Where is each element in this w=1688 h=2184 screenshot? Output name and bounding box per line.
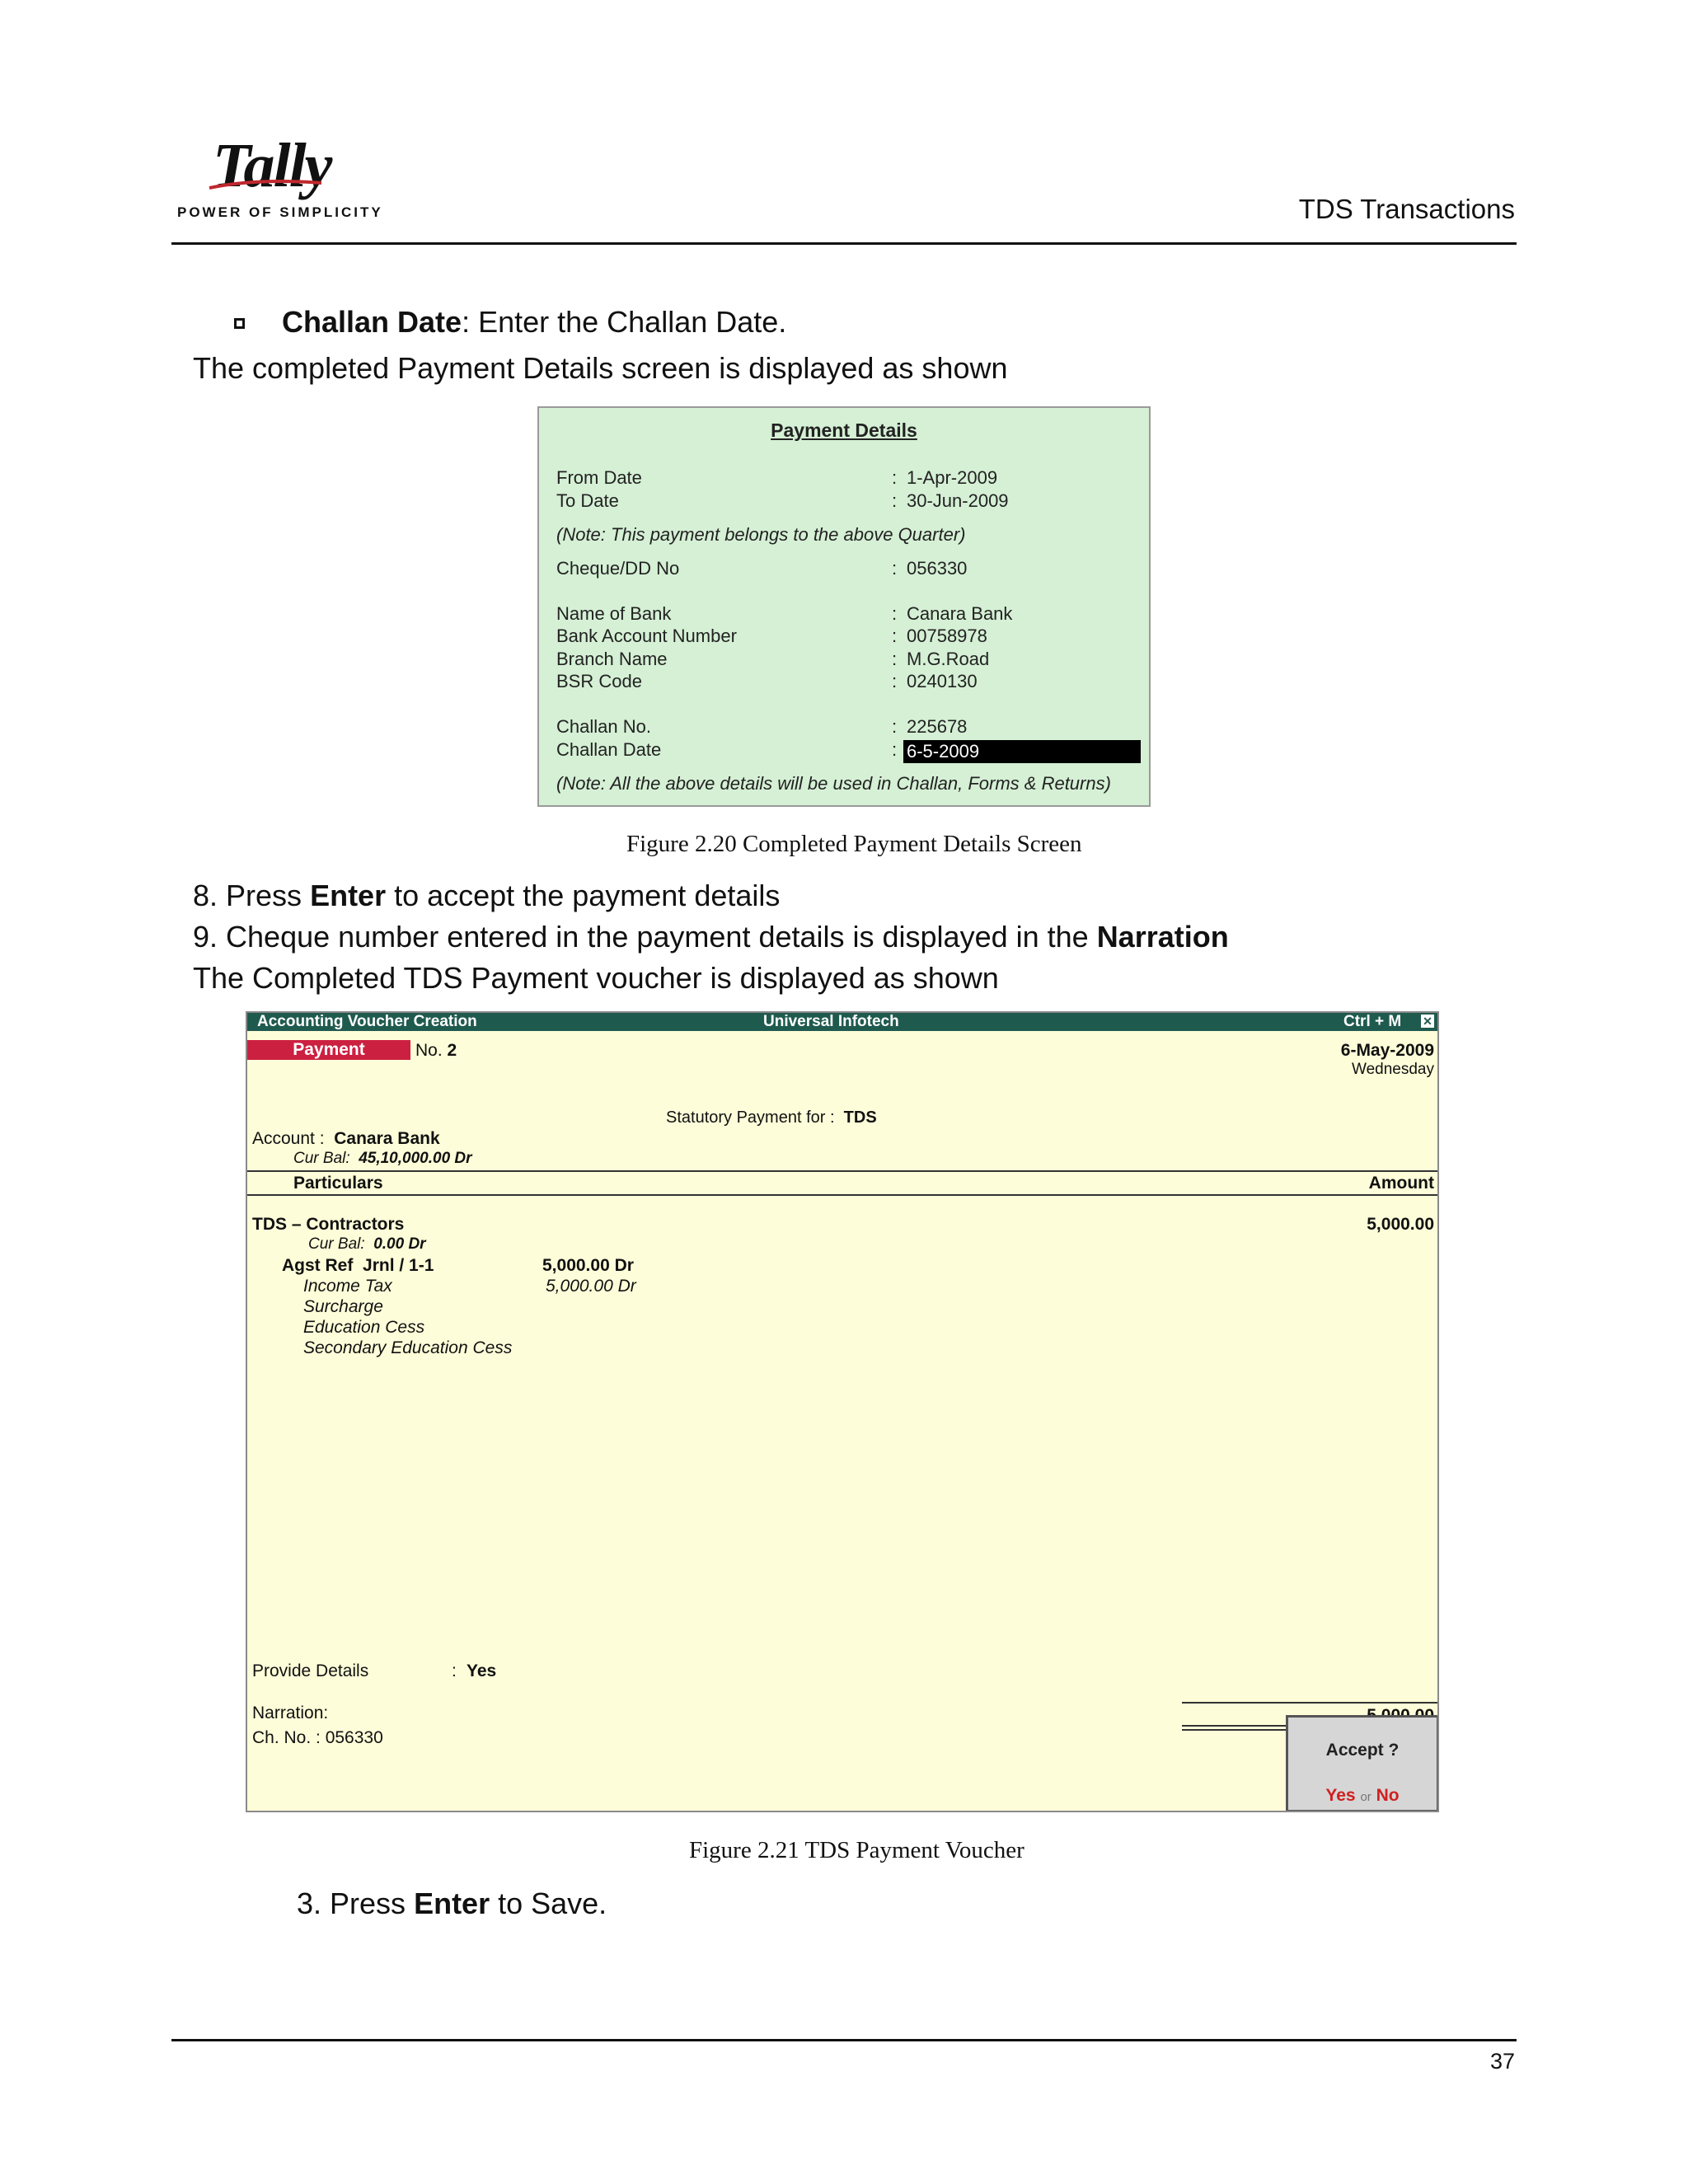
cur-bal-label: Cur Bal: xyxy=(293,1150,350,1167)
voucher-day: Wednesday xyxy=(1352,1061,1434,1078)
step-3-pre: 3. Press xyxy=(297,1886,415,1920)
branch-value[interactable]: M.G.Road xyxy=(907,649,990,669)
bsr-value[interactable]: 0240130 xyxy=(907,671,978,691)
quarter-note: (Note: This payment belongs to the above Quarter) xyxy=(556,524,966,545)
ledger-name[interactable]: TDS – Contractors xyxy=(252,1215,405,1234)
voucher-date[interactable]: 6-May-2009 xyxy=(1340,1041,1434,1060)
education-cess-label: Education Cess xyxy=(303,1318,425,1337)
income-tax-label: Income Tax xyxy=(303,1277,392,1296)
footer-rule xyxy=(171,2039,1517,2041)
step-9 xyxy=(193,920,1229,954)
to-date-value[interactable]: 30-Jun-2009 xyxy=(907,490,1009,511)
colon: : xyxy=(892,671,898,691)
logo-tagline: POWER OF SIMPLICITY xyxy=(177,204,383,220)
accept-or: or xyxy=(1360,1790,1372,1804)
colon: : xyxy=(892,716,898,737)
account-number-value[interactable]: 00758978 xyxy=(907,626,987,646)
step-8 xyxy=(193,879,780,913)
narration-text[interactable]: Ch. No. : 056330 xyxy=(252,1728,383,1747)
column-header-bottom-rule xyxy=(247,1194,1437,1196)
statutory-payment xyxy=(666,1108,877,1127)
income-tax-amount: 5,000.00 Dr xyxy=(546,1277,636,1296)
statutory-label: Statutory Payment for : xyxy=(666,1108,835,1127)
step-3-post: to Save. xyxy=(490,1886,607,1920)
colon: : xyxy=(892,490,898,511)
from-date-label: From Date xyxy=(556,467,642,488)
page-number: 37 xyxy=(1489,2049,1515,2074)
accept-dialog xyxy=(1286,1715,1439,1812)
voucher-no-value: 2 xyxy=(447,1041,457,1060)
account-value[interactable]: Canara Bank xyxy=(334,1129,440,1148)
ledger-amount[interactable]: 5,000.00 xyxy=(1367,1215,1434,1234)
cur-bal-value: 45,10,000.00 Dr xyxy=(359,1150,472,1167)
bullet-square-icon xyxy=(234,318,245,329)
secondary-education-cess-label: Secondary Education Cess xyxy=(303,1338,513,1357)
agst-ref-value: Jrnl / 1-1 xyxy=(363,1256,434,1275)
surcharge-label: Surcharge xyxy=(303,1297,383,1316)
total-top-rule xyxy=(1182,1702,1439,1704)
voucher-no xyxy=(415,1041,457,1061)
colon: : xyxy=(892,603,898,624)
tds-payment-voucher-window xyxy=(246,1011,1439,1812)
account-line xyxy=(252,1129,440,1149)
step-8-bold: Enter xyxy=(310,879,387,912)
challan-no-value[interactable]: 225678 xyxy=(907,716,968,737)
ledger-balance xyxy=(308,1235,426,1254)
from-date-value[interactable]: 1-Apr-2009 xyxy=(907,467,998,488)
bullet-bold: Challan Date xyxy=(282,305,462,339)
account-balance xyxy=(293,1150,472,1168)
accept-no-button[interactable]: No xyxy=(1376,1786,1400,1805)
voucher-no-label: No. xyxy=(415,1041,443,1060)
accept-options xyxy=(1288,1786,1437,1806)
account-number-label: Bank Account Number xyxy=(556,626,737,646)
provide-details-colon: : xyxy=(452,1661,457,1680)
voucher-title-bar xyxy=(247,1013,1437,1031)
branch-label: Branch Name xyxy=(556,649,668,669)
logo-swoosh-icon xyxy=(208,176,323,193)
bullet-challan-date xyxy=(282,305,786,340)
challan-no-label: Challan No. xyxy=(556,716,651,737)
accept-question: Accept ? xyxy=(1325,1741,1400,1760)
step-3 xyxy=(297,1886,607,1921)
colon: : xyxy=(892,626,898,646)
company-name: Universal Infotech xyxy=(763,1013,899,1030)
col-amount: Amount xyxy=(1368,1174,1434,1193)
challan-date-label: Challan Date xyxy=(556,739,662,760)
ledger-bal-label: Cur Bal: xyxy=(308,1235,365,1253)
voucher-mode-title: Accounting Voucher Creation xyxy=(257,1013,477,1030)
ledger-bal-value: 0.00 Dr xyxy=(373,1235,426,1253)
bsr-label: BSR Code xyxy=(556,671,642,691)
agst-ref[interactable] xyxy=(282,1256,434,1276)
provide-details-value[interactable]: Yes xyxy=(467,1661,497,1680)
bank-name-value[interactable]: Canara Bank xyxy=(907,603,1013,624)
col-particulars: Particulars xyxy=(293,1174,383,1193)
figure-caption-2-20: Figure 2.20 Completed Payment Details Screen xyxy=(626,831,1082,857)
shortcut-label: Ctrl + M xyxy=(1343,1013,1402,1030)
cheque-label: Cheque/DD No xyxy=(556,558,680,579)
header-rule xyxy=(171,242,1517,245)
narration-label: Narration: xyxy=(252,1704,329,1722)
voucher-intro-line: The Completed TDS Payment voucher is displayed as shown xyxy=(193,961,999,995)
statutory-value: TDS xyxy=(843,1108,877,1127)
payment-details-panel xyxy=(537,406,1151,807)
challan-date-input[interactable]: 6-5-2009 xyxy=(903,740,1141,763)
colon: : xyxy=(892,467,898,488)
step-3-bold: Enter xyxy=(414,1886,490,1920)
step-8-pre: 8. Press xyxy=(193,879,311,912)
column-header-top-rule xyxy=(247,1170,1437,1172)
accept-yes-button[interactable]: Yes xyxy=(1325,1786,1356,1805)
colon: : xyxy=(892,649,898,669)
bullet-rest: : Enter the Challan Date. xyxy=(462,305,787,339)
tally-logo: Tally xyxy=(213,131,331,200)
step-9-pre: 9. Cheque number entered in the payment details is displayed in the xyxy=(193,920,1097,954)
section-title: TDS Transactions xyxy=(1298,194,1515,224)
account-label: Account : xyxy=(252,1129,325,1148)
voucher-type-payment[interactable]: Payment xyxy=(247,1040,410,1060)
colon: : xyxy=(892,739,898,760)
cheque-value[interactable]: 056330 xyxy=(907,558,968,579)
challan-note: (Note: All the above details will be used in Challan, Forms & Returns) xyxy=(556,773,1111,794)
payment-details-title: Payment Details xyxy=(771,419,917,441)
bank-name-label: Name of Bank xyxy=(556,603,672,624)
figure-caption-2-21: Figure 2.21 TDS Payment Voucher xyxy=(689,1837,1025,1863)
to-date-label: To Date xyxy=(556,490,619,511)
colon: : xyxy=(892,558,898,579)
step-9-bold: Narration xyxy=(1096,920,1229,954)
agst-ref-label: Agst Ref xyxy=(282,1256,354,1275)
step-8-post: to accept the payment details xyxy=(386,879,781,912)
provide-details-label: Provide Details xyxy=(252,1661,369,1680)
close-icon[interactable]: ✕ xyxy=(1421,1015,1434,1028)
agst-ref-amount: 5,000.00 Dr xyxy=(542,1256,634,1275)
intro-line: The completed Payment Details screen is displayed as shown xyxy=(193,351,1008,385)
